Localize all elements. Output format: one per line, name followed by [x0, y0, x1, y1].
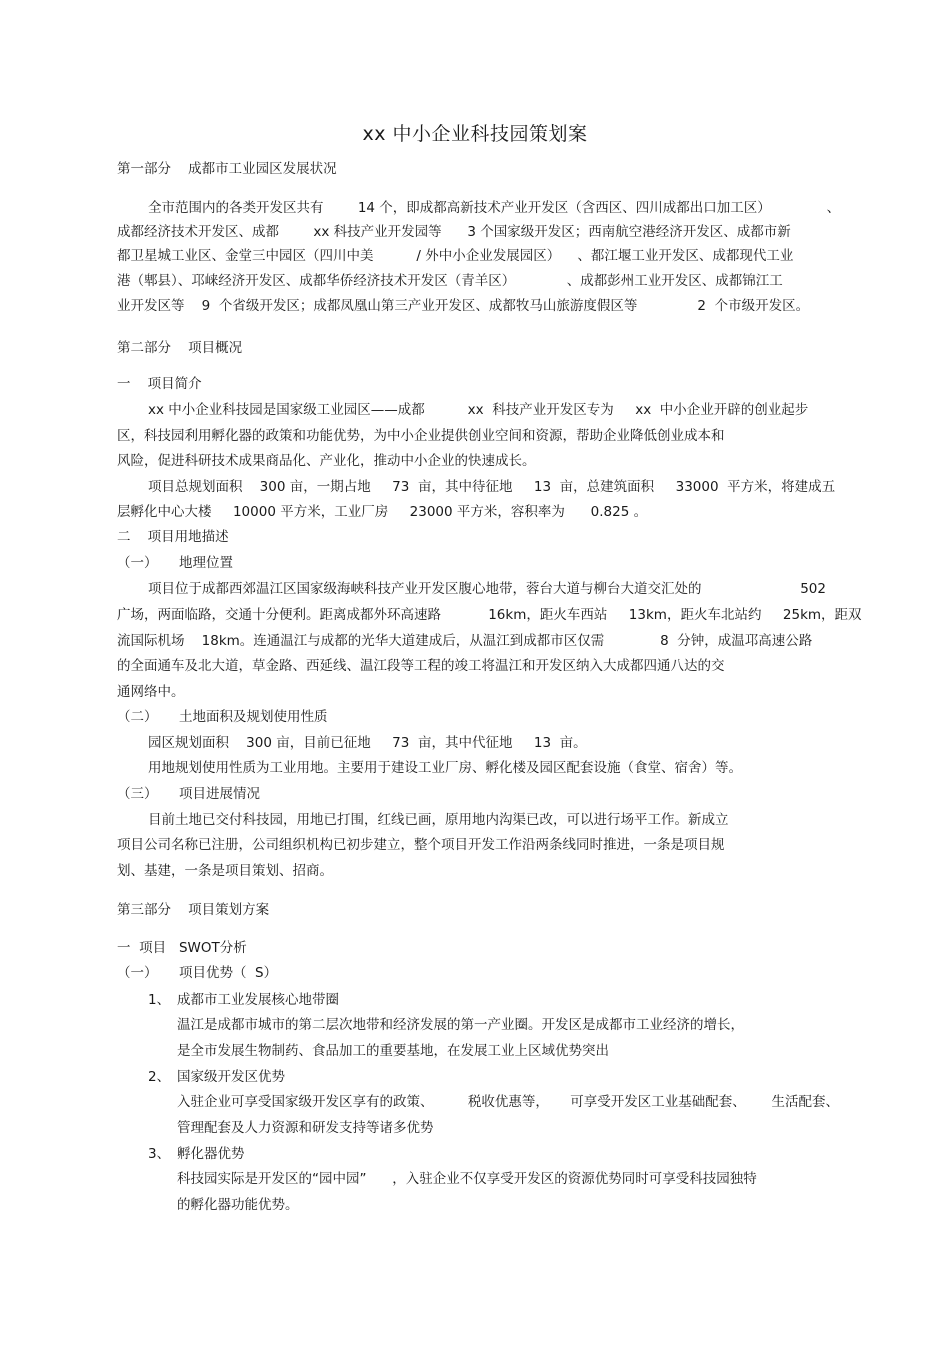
section1-para-line: 区，科技园利用孵化器的政策和功能优势，为中小企业提供创业空间和资源，帮助企业降低创业成本和	[117, 428, 725, 444]
part2-heading: 第二部分 项目概况	[117, 340, 243, 356]
strength-item-line: 温江是成都市城市的第二层次地带和经济发展的第一产业圈。开发区是成都市工业经济的增长，	[177, 1017, 744, 1033]
part1-heading: 第一部分 成都市工业园区发展状况	[117, 161, 337, 177]
section1-heading: 一 项目简介	[117, 376, 202, 392]
section1-para-line: 风险，促进科研技术成果商品化、产业化，推动中小企业的快速成长。	[117, 453, 536, 469]
strength-item-title: 国家级开发区优势	[177, 1069, 285, 1085]
strength-item-line: 是全市发展生物制药、食品加工的重要基地，在发展工业上区域优势突出	[177, 1043, 609, 1059]
strength-item-line: 的孵化器功能优势。	[177, 1197, 299, 1213]
subsection-a-line: 的全面通车及北大道，草金路、西延线、温江段等工程的竣工将温江和开发区纳入大成都四通八达的交	[117, 658, 725, 674]
subsection-a-line: 项目位于成都西郊温江区国家级海峡科技产业开发区腹心地带，蓉台大道与柳台大道交汇处的 502	[148, 581, 826, 597]
strength-item-line: 管理配套及人力资源和研发支持等诸多优势	[177, 1120, 434, 1136]
subsection-c-line: 项目公司名称已注册，公司组织机构已初步建立，整个项目开发工作沿两条线同时推进，一条是项目规	[117, 837, 725, 853]
subsection-a-line: 广场，两面临路，交通十分便利。距离成都外环高速路 16km，距火车西站 13km，距火车北站约 25km，距双	[117, 607, 862, 623]
strength-item-number: 1、	[148, 992, 171, 1008]
subsection-c-line: 划、基建，一条是项目策划、招商。	[117, 863, 333, 879]
subsection-a-line: 通网络中。	[117, 684, 185, 700]
section1-para-line: 层孵化中心大楼 10000 平方米，工业厂房 23000 平方米，容积率为 0.825 。	[117, 504, 648, 520]
strength-item-line: 科技园实际是开发区的“园中园” ，入驻企业不仅享受开发区的资源优势同时可享受科技园独特	[177, 1171, 757, 1187]
subsection-c-heading: （三） 项目进展情况	[117, 786, 260, 802]
section1-para-line: xx 中小企业科技园是国家级工业园区——成都 xx 科技产业开发区专为 xx 中小企业开辟的创业起步	[148, 402, 809, 418]
part3-heading: 第三部分 项目策划方案	[117, 902, 270, 918]
strength-item-title: 孵化器优势	[177, 1146, 245, 1162]
section2-heading: 二 项目用地描述	[117, 529, 229, 545]
subsection-b-heading: （二） 土地面积及规划使用性质	[117, 709, 328, 725]
section1-para-line: 项目总规划面积 300 亩，一期占地 73 亩，其中待征地 13 亩，总建筑面积 33000 平方米，将建成五	[148, 479, 836, 495]
part1-para-line: 港（郫县）、邛崃经济开发区、成都华侨经济技术开发区（青羊区） 、成都彭州工业开发区、成都锦江工	[117, 273, 783, 289]
subsection-a-heading: （一） 地理位置	[117, 555, 233, 571]
strength-item-number: 3、	[148, 1146, 171, 1162]
part1-para-line: 成都经济技术开发区、成都 xx 科技产业开发园等 3 个国家级开发区；西南航空港经济开发区、成都市新	[117, 224, 791, 240]
document-title: xx 中小企业科技园策划案	[362, 123, 588, 145]
subsection-b-line: 用地规划使用性质为工业用地。主要用于建设工业厂房、孵化楼及园区配套设施（食堂、宿舍）等。	[148, 760, 742, 776]
part1-para-line: 业开发区等 9 个省级开发区；成都凤凰山第三产业开发区、成都牧马山旅游度假区等 2 个市级开发区。	[117, 298, 810, 314]
part1-para-line: 全市范围内的各类开发区共有 14 个，即成都高新技术产业开发区（含西区、四川成都出口加工区） 、	[148, 200, 841, 216]
strength-item-number: 2、	[148, 1069, 171, 1085]
strength-item-line: 入驻企业可享受国家级开发区享有的政策、 税收优惠等， 可享受开发区工业基础配套、 生活配套、	[177, 1094, 840, 1110]
subsection-a-line: 流国际机场 18km。连通温江与成都的光华大道建成后，从温江到成都市区仅需 8 分钟，成温邛高速公路	[117, 633, 813, 649]
subsection-c-line: 目前土地已交付科技园，用地已打围，红线已画，原用地内沟渠已改，可以进行场平工作。新成立	[148, 812, 729, 828]
part1-para-line: 都卫星城工业区、金堂三中园区（四川中美 / 外中小企业发展园区） 、都江堰工业开发区、成都现代工业	[117, 248, 794, 264]
swot-heading: 一 项目 SWOT分析	[117, 940, 247, 956]
strength-item-title: 成都市工业发展核心地带圈	[177, 992, 339, 1008]
strength-heading: （一） 项目优势（ S）	[117, 965, 278, 981]
subsection-b-line: 园区规划面积 300 亩，目前已征地 73 亩，其中代征地 13 亩。	[148, 735, 587, 751]
